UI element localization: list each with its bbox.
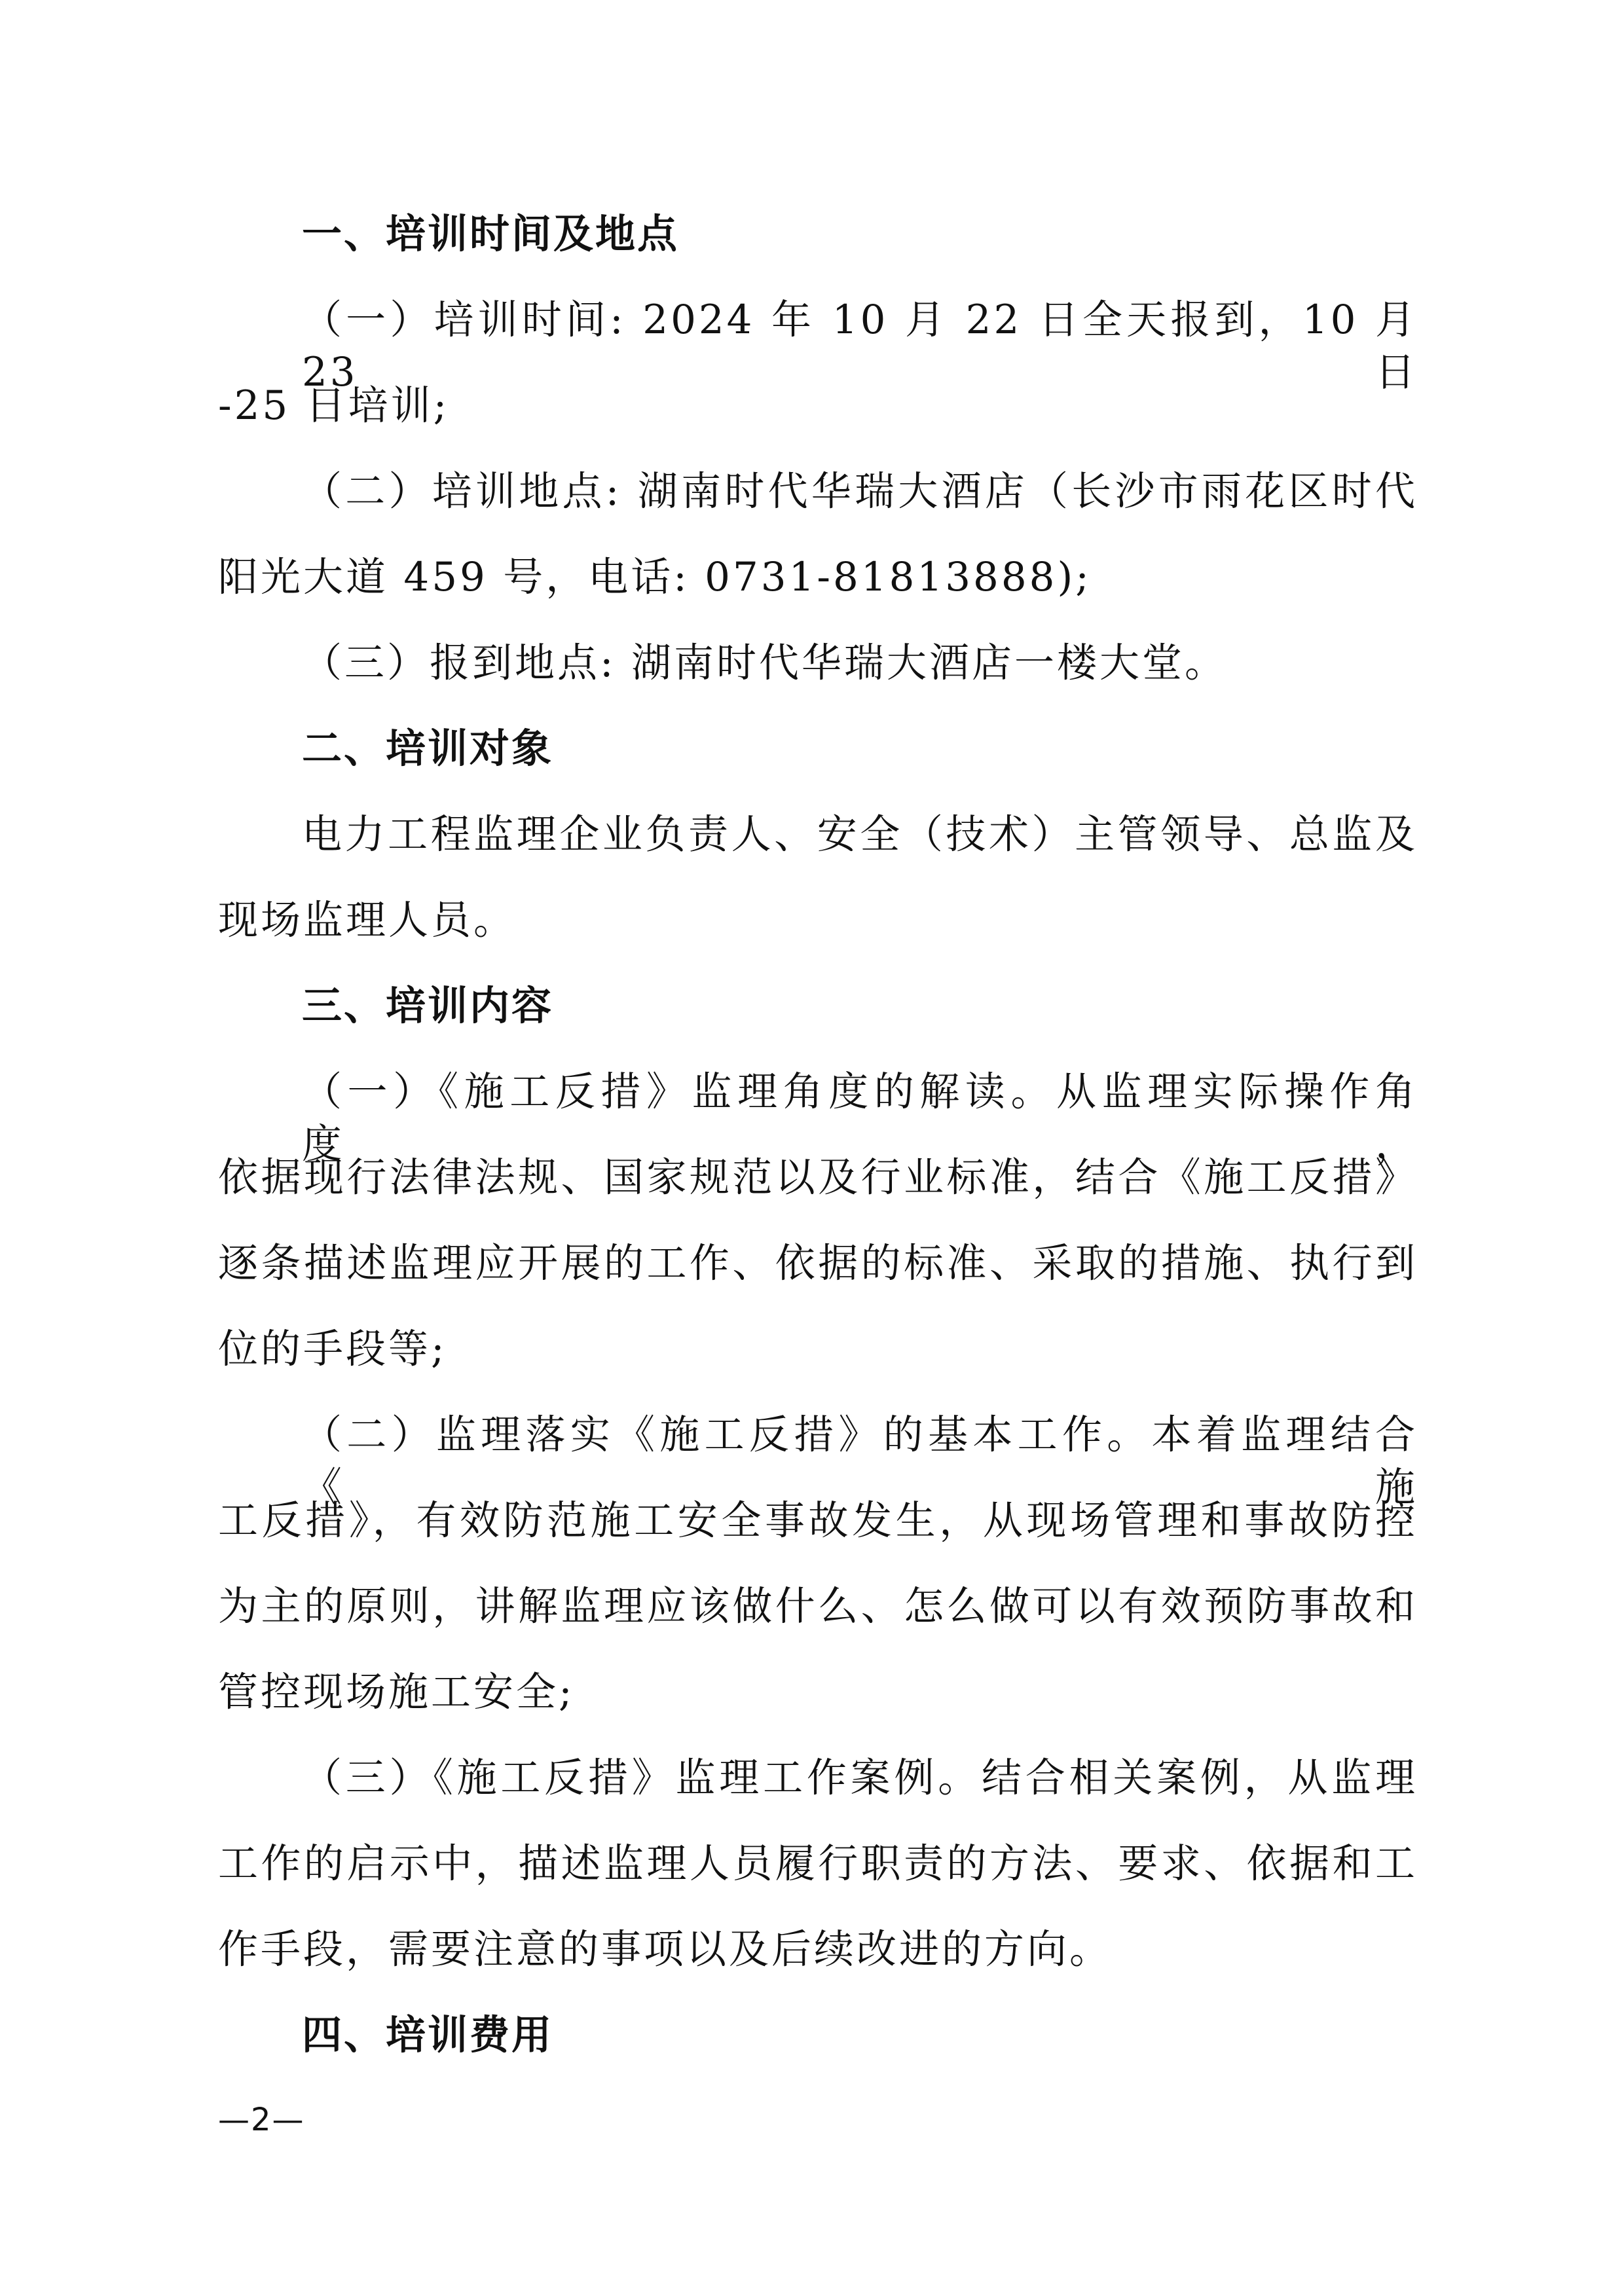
paragraph-training-target-line2: 现场监理人员。 bbox=[218, 897, 517, 943]
paragraph-training-time-line2: -25 日培训; bbox=[218, 382, 450, 429]
paragraph-content-item1-line3: 逐条描述监理应开展的工作、依据的标准、采取的措施、执行到 bbox=[218, 1240, 1418, 1286]
paragraph-content-item1-line4: 位的手段等; bbox=[218, 1326, 447, 1372]
page-number: —2— bbox=[218, 2102, 305, 2138]
paragraph-training-time-line1: （一）培训时间: 2024 年 10 月 22 日全天报到，10 月 23 日 bbox=[302, 297, 1418, 395]
paragraph-content-item1-line1: （一）《施工反措》监理角度的解读。从监理实际操作角度， bbox=[302, 1068, 1418, 1167]
paragraph-content-item2-line3: 为主的原则，讲解监理应该做什么、怎么做可以有效预防事故和 bbox=[218, 1583, 1418, 1630]
paragraph-content-item1-line2: 依据现行法律法规、国家规范以及行业标准，结合《施工反措》 bbox=[218, 1154, 1418, 1201]
paragraph-training-location-line1: （二）培训地点: 湖南时代华瑞大酒店（长沙市雨花区时代 bbox=[302, 468, 1418, 515]
section-heading-training-content: 三、培训内容 bbox=[302, 983, 554, 1029]
paragraph-content-item3-line3: 作手段，需要注意的事项以及后续改进的方向。 bbox=[218, 1926, 1113, 1973]
paragraph-content-item3-line1: （三）《施工反措》监理工作案例。结合相关案例，从监理 bbox=[302, 1755, 1418, 1801]
paragraph-training-location-line2: 阳光大道 459 号，电话: 0731-81813888); bbox=[218, 554, 1092, 600]
section-heading-training-time-location: 一、培训时间及地点 bbox=[302, 211, 680, 257]
paragraph-content-item3-line2: 工作的启示中，描述监理人员履行职责的方法、要求、依据和工 bbox=[218, 1840, 1418, 1887]
section-heading-training-target: 二、培训对象 bbox=[302, 725, 554, 772]
paragraph-content-item2-line2: 工反措》，有效防范施工安全事故发生，从现场管理和事故防控 bbox=[218, 1497, 1418, 1544]
paragraph-registration-location: （三）报到地点: 湖南时代华瑞大酒店一楼大堂。 bbox=[302, 640, 1227, 686]
paragraph-content-item2-line1: （二）监理落实《施工反措》的基本工作。本着监理结合《施 bbox=[302, 1412, 1418, 1510]
paragraph-content-item2-line4: 管控现场施工安全; bbox=[218, 1669, 575, 1715]
paragraph-training-target-line1: 电力工程监理企业负责人、安全（技术）主管领导、总监及 bbox=[302, 811, 1418, 858]
section-heading-training-fee: 四、培训费用 bbox=[302, 2012, 554, 2058]
